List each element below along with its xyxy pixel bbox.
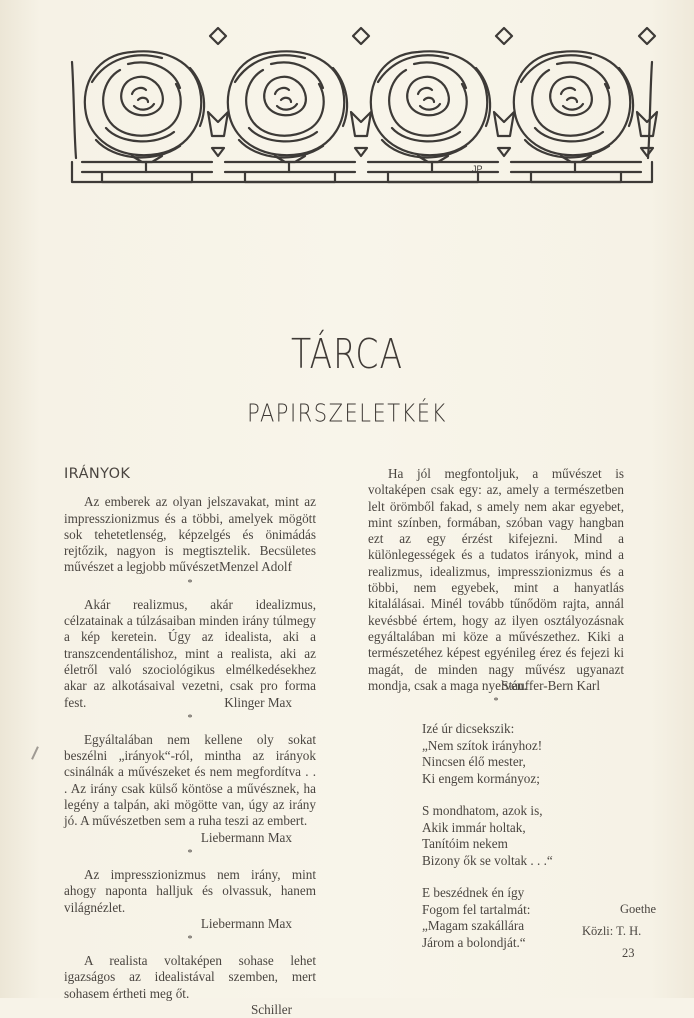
poem-stanza xyxy=(422,803,624,869)
poem-line: „Nem szítok irányhoz! xyxy=(422,737,543,753)
left-column xyxy=(64,466,316,1018)
poem-line: Bizony ők se voltak . . .“ xyxy=(422,852,553,868)
page-title: TÁRCA xyxy=(290,329,404,378)
rose-frieze-ornament xyxy=(62,22,662,192)
poem-line: Tanítóim nekem xyxy=(422,836,508,852)
quote-author: Klinger Max xyxy=(224,694,292,710)
rose-frieze-icon xyxy=(62,22,662,192)
poem-line: „Magam szakállára xyxy=(422,918,525,934)
poem-line: Izé úr dicsekszik: xyxy=(422,721,515,737)
quote-text: Akár realizmus, akár idealizmus, célzatainak a túlzásaiban minden irány túlmegy a kép keretein. Úgy az idealista, aki a transzcendentálishoz, mint a realista, aki az életről való szociológikus elmélkedésekhez akar az alkotásaival vezetni, csak pro forma fest. xyxy=(64,596,316,710)
separator-star: * xyxy=(493,696,499,708)
quote-text: A realista voltaképen sohase lehet igazságos az idealistával szemben, mert sohasem értheti meg őt. xyxy=(64,953,316,1001)
poem-author: Goethe xyxy=(620,902,657,916)
poem-line: Járom a bolondját.“ xyxy=(422,934,526,950)
poem xyxy=(422,721,624,951)
quote-text: Az emberek az olyan jelszavakat, mint az impresszionizmus és a többi, amelyek mögött sok tehetetlenség, képzelgés és önimádás rejtőzik, nagyon is megtisztelik. Becsületes művészet a legjobb művészet. xyxy=(64,494,316,575)
separator-star: * xyxy=(187,712,193,724)
poem-line: E beszédnek én így xyxy=(422,885,525,901)
quote-author: Liebermann Max xyxy=(200,829,292,845)
quote-author: Schiller xyxy=(250,1002,292,1018)
poem-line: Fogom fel tartalmát: xyxy=(422,901,531,917)
quote-author: Stauffer-Bern Karl xyxy=(501,677,600,693)
poem-line: Akik immár holtak, xyxy=(422,819,526,835)
separator-star: * xyxy=(187,847,193,859)
monogram: JP xyxy=(472,164,483,174)
quote-author: Liebermann Max xyxy=(200,915,292,931)
section-heading: IRÁNYOK xyxy=(64,466,131,482)
quote-text: Ha jól megfontoljuk, a művészet is voltaképen csak egy: az, amely a természetben lelt örömből fakad, s amely nem akar egyebet, mint színben, formában, szóban vagy hangban ezt az egy érzést kifejezni. Mind a különlegességek és a tudatos irányok, mind a realizmus, idealizmus, impresszionizmus és a többi, nem egyebek, mint a hanyatlás kitalálásai. Minél tovább tűnődöm rajta, annál kevésbbé értem, hogy az ilyen osztályozásnak egyáltalában mi köze a művészethez. Kiki a természetéhez képest egyénileg érez és fejezi ki magát, de minden nagy művész ugyanazt mondja, csak a maga nyelvén. xyxy=(368,466,624,693)
separator-star: * xyxy=(187,934,193,946)
credit-line: Közli: T. H. xyxy=(582,924,642,938)
poem-stanza xyxy=(422,721,624,787)
separator-star: * xyxy=(187,577,193,589)
quote-text: Az impresszionizmus nem irány, mint ahogy naponta halljuk és olvassuk, hanem világnézlet. xyxy=(64,866,316,915)
poem-stanza xyxy=(422,885,624,951)
quote-text: Egyáltalában nem kellene oly sokat beszélni „irányok“-ról, mintha az irányok csinálnák a művészeket és nem megfordítva . . . Az irány csak külső köntöse a művésznek, ha legény a talpán, aki mögötte van, úgy az irány jó. A művészetben sem a ruha teszi az embert. xyxy=(64,731,316,829)
quote-author: Menzel Adolf xyxy=(219,559,292,575)
page-subtitle: PAPIRSZELETKÉK xyxy=(247,398,447,428)
poem-line: S mondhatom, azok is, xyxy=(422,803,543,819)
poem-line: Ki engem kormányoz; xyxy=(422,770,540,786)
page-number: 23 xyxy=(622,946,635,960)
poem-line: Nincsen élő mester, xyxy=(422,754,526,770)
right-column xyxy=(368,466,624,967)
